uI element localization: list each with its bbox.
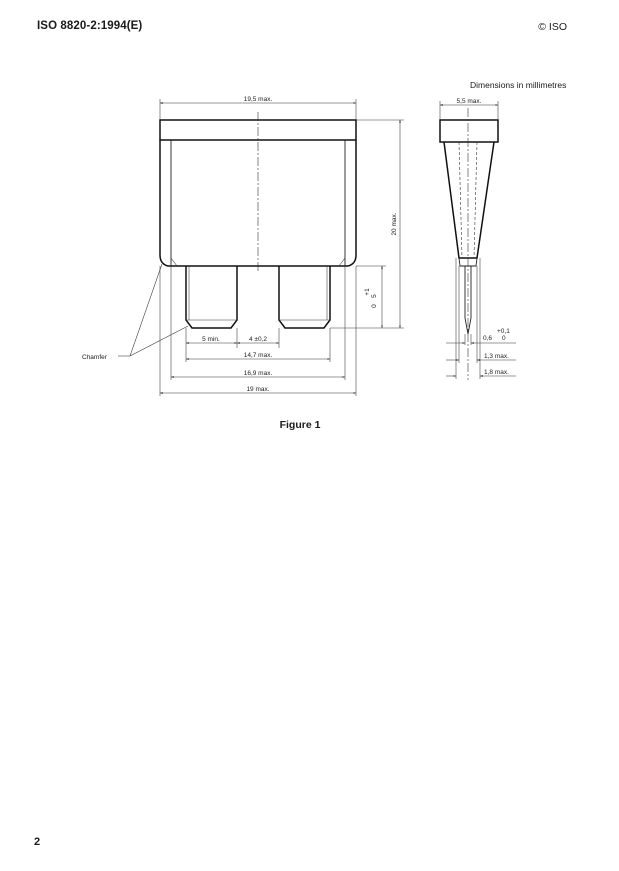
dim-overall-width: 19,5 max. xyxy=(243,96,273,103)
dim-height: 20 max. xyxy=(391,212,398,236)
dim-outer-span-1: 14,7 max. xyxy=(243,352,273,359)
side-view xyxy=(440,98,516,380)
dim-outer-span-2: 16,9 max. xyxy=(243,370,273,377)
copyright-notice: © ISO xyxy=(538,21,567,33)
front-view xyxy=(82,96,404,396)
dim-terminal-width: 5 min. xyxy=(202,336,220,343)
dim-blade-tol-upper: +0,1 xyxy=(497,328,510,335)
dim-head-width: 5,5 max. xyxy=(456,98,482,105)
dim-width-1: 1,3 max. xyxy=(484,353,509,360)
standard-reference: ISO 8820-2:1994(E) xyxy=(37,20,143,32)
dim-terminal-gap: 4 ±0,2 xyxy=(248,336,268,343)
dim-terminal-tol-lower: 0 xyxy=(371,304,378,308)
chamfer-label: Chamfer xyxy=(82,354,107,361)
dim-blade-thickness: 0,6 xyxy=(483,335,493,342)
dim-width-2: 1,8 max. xyxy=(484,369,509,376)
dim-blade-tol-lower: 0 xyxy=(502,335,506,342)
units-note: Dimensions in millimetres xyxy=(470,80,567,90)
page-number: 2 xyxy=(34,836,41,848)
dim-body-width: 19 max. xyxy=(246,386,270,393)
dim-terminal-tol-upper: +1 xyxy=(364,288,371,296)
figure-caption: Figure 1 xyxy=(279,419,321,431)
dim-terminal-length: 5 xyxy=(371,294,378,298)
